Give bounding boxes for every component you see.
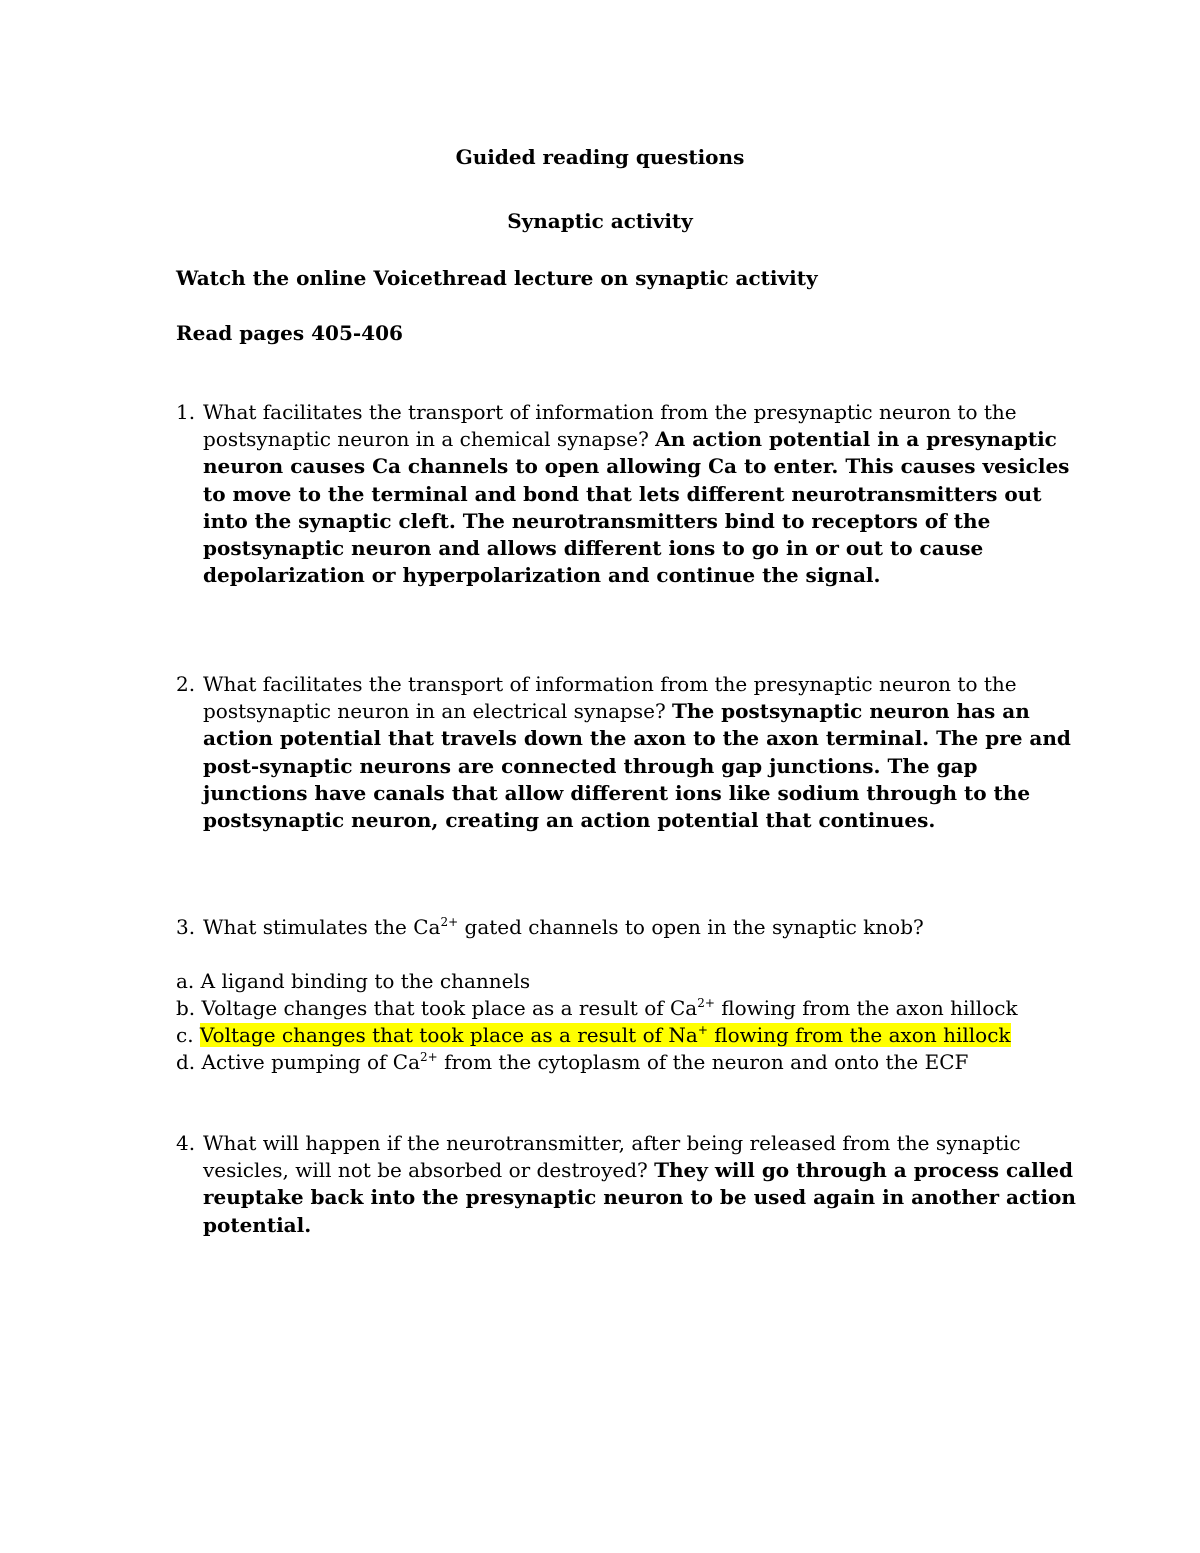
question-3-number: 3. (176, 915, 196, 939)
question-2-answer: The postsynaptic neuron has an action potential that travels down the axon to the axon terminal. The pre and post-synaptic neurons are connected through gap junctions. The gap junctions have canals that allow different ions like sodium through to the postsynaptic neuron, creating an action potential that continues. (203, 699, 1071, 833)
instruction-read: Read pages 405-406 (176, 321, 403, 345)
question-2 (203, 671, 1083, 834)
question-2-number: 2. (176, 672, 196, 696)
question-1-text: What facilitates the transport of information from the presynaptic neuron to the postsynaptic neuron in a chemical synapse? (203, 400, 1017, 452)
option-b: b. Voltage changes that took place as a result of $Ca^{2+}$ flowing from the axon hillock (176, 996, 1018, 1020)
selected-answer-highlight: Voltage changes that took place as a result of Na+ flowing from the axon hillock (199, 1023, 1011, 1047)
question-4-answer: They will go through a process called reuptake back into the presynaptic neuron to be used again in another action potential. (203, 1158, 1076, 1237)
option-a: a. A ligand binding to the channels (176, 969, 531, 993)
option-d: d. Active pumping of $Ca^{2+}$ from the cytoplasm of the neuron and onto the ECF (176, 1050, 969, 1074)
document-title: Guided reading questions (455, 145, 745, 169)
question-1-answer: An action potential in a presynaptic neuron causes Ca channels to open allowing Ca to enter. This causes vesicles to move to the terminal and bond that lets different neurotransmitters out into the synaptic cleft. The neurotransmitters bind to receptors of the postsynaptic neuron and allows different ions to go in or out to cause depolarization or hyperpolarization and continue the signal. (203, 427, 1070, 588)
question-1-number: 1. (176, 400, 196, 424)
question-4-number: 4. (176, 1131, 196, 1155)
instruction-watch: Watch the online Voicethread lecture on synaptic activity (176, 266, 818, 290)
question-3-text: What stimulates the $Ca^{2+}$ gated channels to open in the synaptic knob? (203, 915, 924, 939)
document-subtitle: Synaptic activity (507, 209, 693, 233)
question-1 (203, 399, 1083, 589)
question-2-text: What facilitates the transport of information from the presynaptic neuron to the postsynaptic neuron in an electrical synapse? (203, 672, 1017, 724)
question-4-text: What will happen if the neurotransmitter, after being released from the synaptic vesicles, will not be absorbed or destroyed? (203, 1131, 1021, 1183)
option-c-highlighted: c. Voltage changes that took place as a result of Na+ flowing from the axon hillock (176, 1023, 1011, 1047)
question-4 (203, 1130, 1083, 1239)
